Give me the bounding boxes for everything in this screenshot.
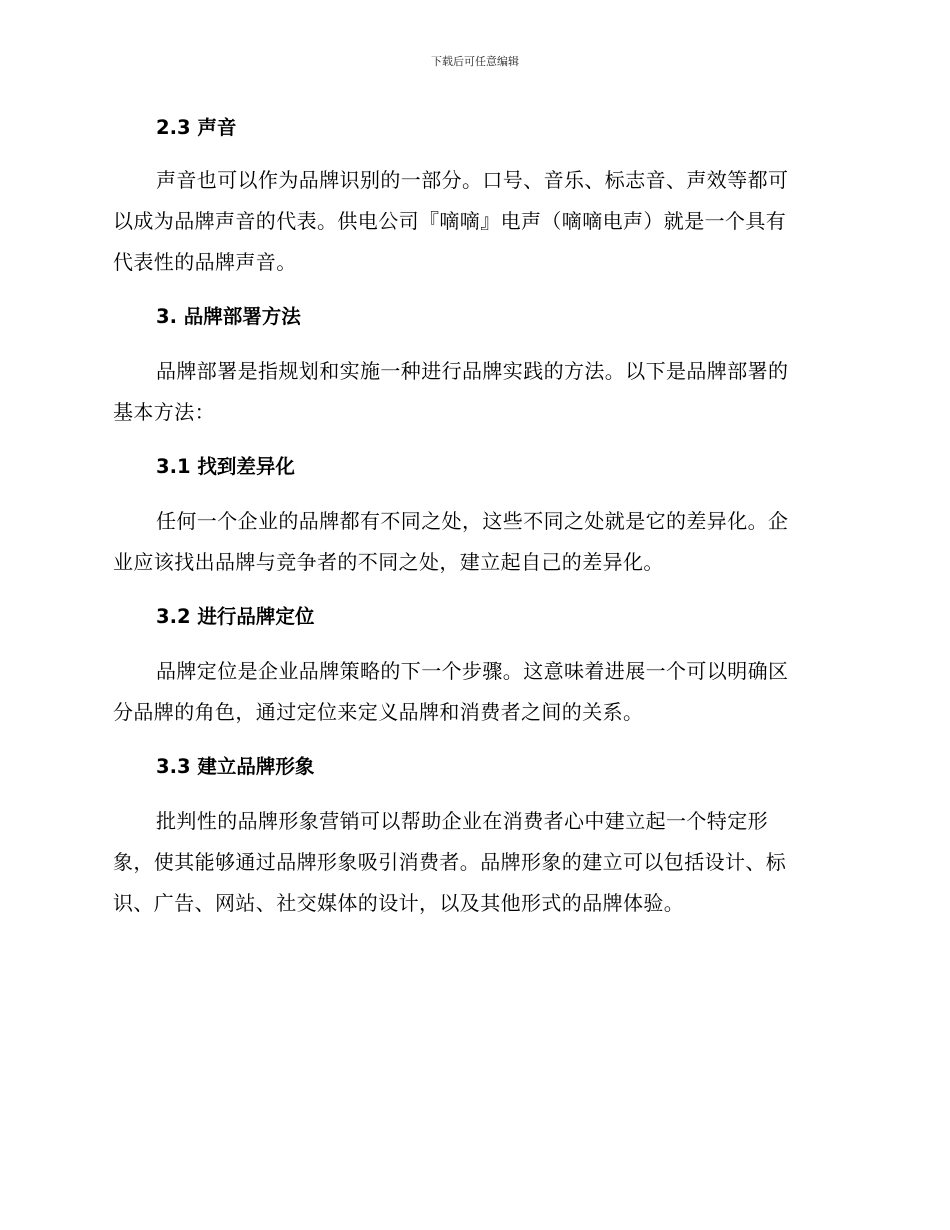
paragraph-brand-image bbox=[113, 801, 831, 924]
section-heading-3-1: 3.1 找到差异化 bbox=[156, 455, 295, 478]
paragraph-sound bbox=[113, 160, 831, 283]
section-heading-3-2: 3.2 进行品牌定位 bbox=[156, 605, 315, 628]
section-heading-3: 3. 品牌部署方法 bbox=[156, 305, 301, 328]
page-header: 下载后可任意编辑 bbox=[431, 55, 519, 68]
paragraph-deployment bbox=[113, 351, 831, 433]
paragraph-differentiation bbox=[113, 501, 831, 583]
paragraph-line: 品牌部署是指规划和实施一种进行品牌实践的方法。以下是品牌部署的 bbox=[156, 359, 789, 383]
paragraph-positioning bbox=[113, 651, 831, 733]
paragraph-line: 象，使其能够通过品牌形象吸引消费者。品牌形象的建立可以包括设计、标 bbox=[113, 850, 787, 874]
paragraph-line: 分品牌的角色，通过定位来定义品牌和消费者之间的关系。 bbox=[113, 700, 644, 724]
document-body bbox=[113, 110, 831, 924]
paragraph-line: 基本方法： bbox=[113, 400, 215, 424]
paragraph-line: 识、广告、网站、社交媒体的设计，以及其他形式的品牌体验。 bbox=[113, 891, 685, 915]
section-heading-3-3: 3.3 建立品牌形象 bbox=[156, 755, 315, 778]
paragraph-line: 业应该找出品牌与竞争者的不同之处，建立起自己的差异化。 bbox=[113, 550, 664, 574]
paragraph-line: 声音也可以作为品牌识别的一部分。口号、音乐、标志音、声效等都可 bbox=[156, 168, 789, 192]
paragraph-line: 以成为品牌声音的代表。供电公司『嘀嘀』电声（嘀嘀电声）就是一个具有 bbox=[113, 209, 787, 233]
paragraph-line: 任何一个企业的品牌都有不同之处，这些不同之处就是它的差异化。企 bbox=[156, 509, 789, 533]
paragraph-line: 批判性的品牌形象营销可以帮助企业在消费者心中建立起一个特定形 bbox=[156, 809, 768, 833]
paragraph-line: 代表性的品牌声音。 bbox=[113, 250, 297, 274]
section-heading-2-3: 2.3 声音 bbox=[156, 116, 237, 139]
paragraph-line: 品牌定位是企业品牌策略的下一个步骤。这意味着进展一个可以明确区 bbox=[156, 659, 789, 683]
